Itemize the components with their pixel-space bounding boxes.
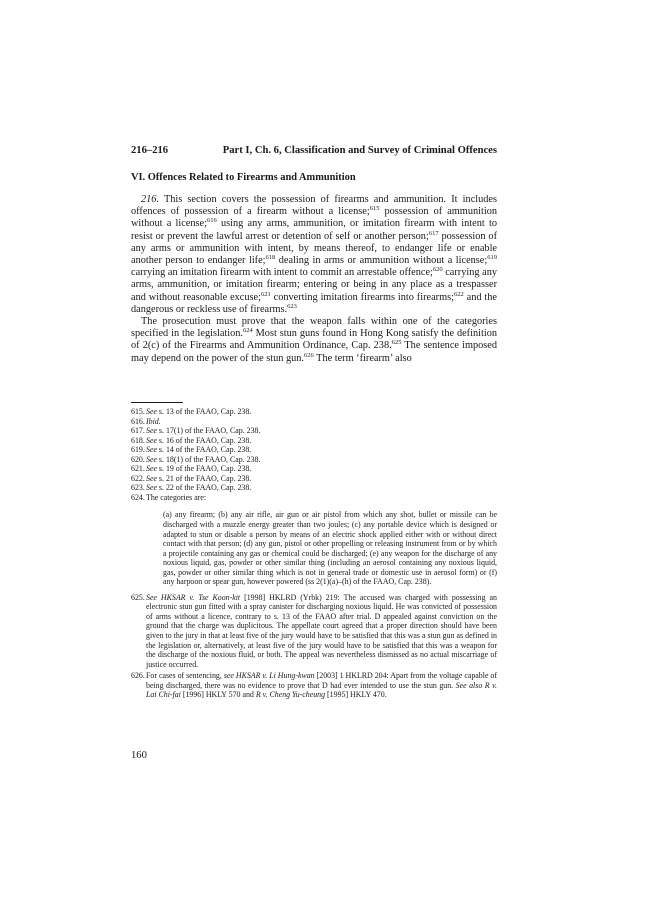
footnote-separator — [131, 402, 183, 403]
footnote-ref[interactable]: 616 — [206, 217, 217, 225]
footnote-ref[interactable]: 624 — [242, 327, 253, 335]
section-heading: VI. Offences Related to Firearms and Ammunition — [131, 172, 356, 183]
footnote-621: 621. See s. 19 of the FAAO, Cap. 238. — [131, 464, 252, 474]
footnotes — [131, 407, 497, 700]
header-chapter-title: Part I, Ch. 6, Classification and Survey of Criminal Offences — [222, 145, 497, 156]
footnote-617: 617. See s. 17(1) of the FAAO, Cap. 238. — [131, 426, 261, 436]
footnote-626: 626. For cases of sentencing, see HKSAR v. Li Hung-kwan [2003] 1 HKLRD 204: Apart from the voltage capable of being discharged, there was no evidence to prove that D had ever intended to use the stun gun. See also R v. Lai Chi-fai [1996] HKLY 570 and R v. Cheng Yu-cheung [1995] HKLY 470. — [131, 671, 497, 700]
page-number: 160 — [131, 750, 147, 761]
footnote-ref[interactable]: 621 — [260, 290, 271, 298]
footnote-619: 619. See s. 14 of the FAAO, Cap. 238. — [131, 445, 252, 455]
footnote-ref[interactable]: 620 — [432, 266, 443, 274]
footnote-618: 618. See s. 16 of the FAAO, Cap. 238. — [131, 435, 252, 445]
footnote-ref[interactable]: 626 — [304, 351, 314, 359]
footnote-ref[interactable]: 617 — [428, 229, 439, 237]
footnote-615: 615. See s. 13 of the FAAO, Cap. 238. — [131, 407, 252, 416]
body-text — [131, 194, 497, 365]
footnote-ref[interactable]: 618 — [265, 254, 276, 262]
footnote-ref[interactable]: 625 — [391, 339, 402, 347]
footnote-623: 623. See s. 22 of the FAAO, Cap. 238. — [131, 483, 252, 493]
paragraph-number: 216. — [141, 194, 160, 205]
header-paragraph-range: 216–216 — [131, 145, 169, 156]
footnote-622: 622. See s. 21 of the FAAO, Cap. 238. — [131, 473, 252, 483]
footnote-ref[interactable]: 623 — [287, 302, 297, 310]
paragraph-216: 216. This section covers the possession of firearms and ammunition. It includes offences of possession of a firearm without a license;$^{615}$ possession of ammunition without a license;$^{616}$ using any arms, ammunition, or imitation firearm with intent to resist or prevent the lawful arrest or detention of self or another person;$^{617}$ possession of any arms or ammunition with intent, by means thereof, to endanger life or enable another person to endanger life;$^{618}$ dealing in arms or ammunition without a license;$^{619}$ carrying an imitation firearm with intent to commit an arrestable offence;$^{620}$ carrying any arms, ammunition, or imitation firearm; entering or being in any place as a trespasser and without reasonable excuse;$^{621}$ converting imitation firearms into firearms;$^{622}$ and the dangerous or reckless use of firearms.$^{623}$ — [131, 194, 498, 315]
footnote-625: 625. See HKSAR v. Tse Koon-kit [1998] HKLRD (Yrbk) 219: The accused was charged with possessing an electronic stun gun fitted with a spray canister for discharging noxious liquid. He was convicted of possession of arms without a licence, contrary to s. 13 of the FAAO after trial. D appealed against conviction on the ground that the charge was duplicitous. The appellate court agreed that a proper direction should have been given to the jury in that at least five of the jury would have to be satisfied that this was a stun gun as defined in the legislation or, alternatively, at least five of the jury would have to be satisfied that this was a weapon for the discharge of the noxious fluid, or both. The appeal was nevertheless dismissed as no actual miscarriage of justice occurred. — [131, 592, 497, 669]
footnote-ref[interactable]: 619 — [487, 254, 497, 262]
statutory-quote: (a) any firearm; (b) any air rifle, air gun or air pistol from which any shot, bullet or missile can be discharged with a muzzle energy greater than two joules; (c) any portable device which is designed or adapted to stun or disable a person by means of an electric shock applied either with or without direct contact with that person; (d) any gun, pistol or other propelling or releasing instrument from or by which a projectile containing any gas or chemical could be discharged; (e) any weapon for the discharge of any noxious liquid, gas, powder or other similar thing (including an aerosol containing any noxious liquid, gas, powder or other similar thing which is not in general trade or domestic use in aerosol form) or (f) any harpoon or spear gun, however powered (ss 2(1)(a)–(h) of the FAAO, Cap. 238). — [163, 510, 497, 587]
footnote-624: 624. The categories are: — [131, 492, 207, 502]
footnote-616: 616. Ibid. — [131, 416, 161, 426]
footnote-ref[interactable]: 622 — [453, 290, 464, 298]
footnote-620: 620. See s. 18(1) of the FAAO, Cap. 238. — [131, 454, 261, 464]
footnote-ref[interactable]: 615 — [369, 205, 380, 213]
paragraph-prosecution: The prosecution must prove that the weapon falls within one of the categories specified in the legislation.$^{624}$ Most stun guns found in Hong Kong satisfy the definition of 2(c) of the Firearms and Ammunition Ordinance, Cap. 238.$^{625}$ The sentence imposed may depend on the power of the stun gun.$^{626}$ The term ‘firearm’ also — [131, 316, 497, 364]
